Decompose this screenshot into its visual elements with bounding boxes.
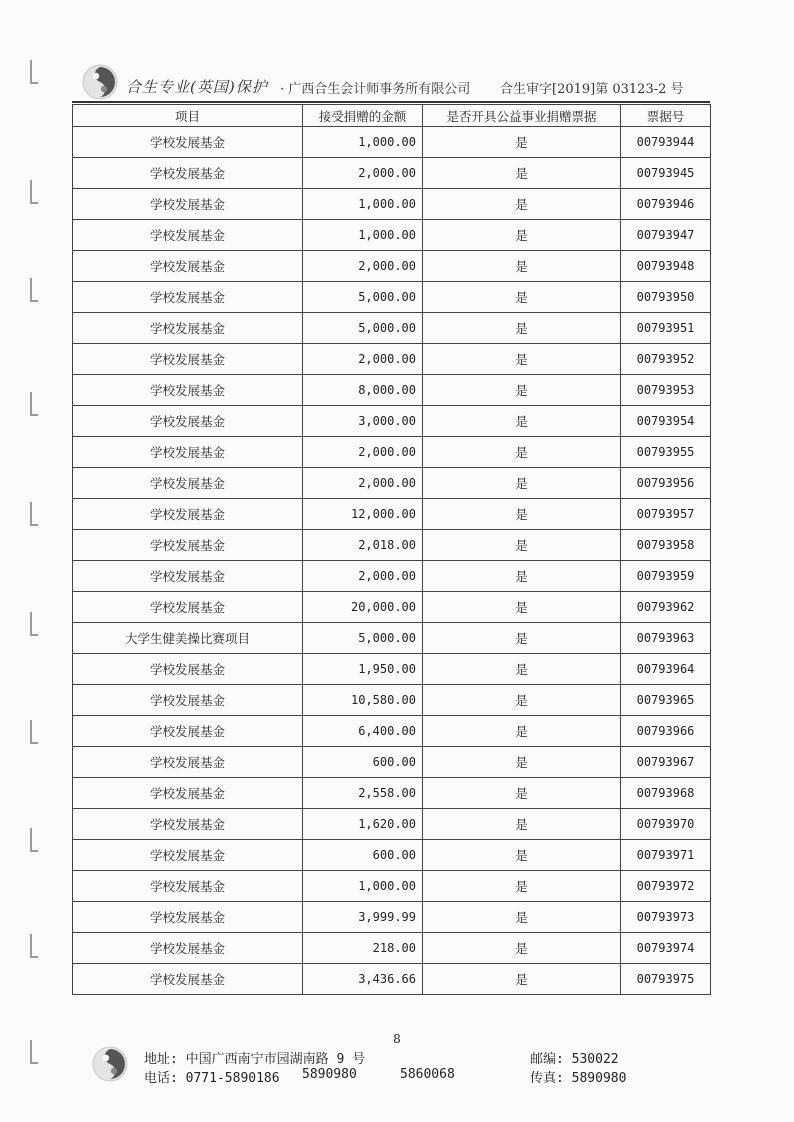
cell-amount: 2,000.00 — [303, 251, 423, 282]
cell-amount: 5,000.00 — [303, 282, 423, 313]
cell-receipt: 是 — [423, 127, 621, 158]
cell-item: 学校发展基金 — [73, 313, 303, 344]
cell-amount: 3,999.99 — [303, 902, 423, 933]
header-script-text: 合生专业(英国)保护 — [126, 78, 268, 96]
footer-phone: 电话: 0771-5890186 — [144, 1071, 280, 1086]
cell-receipt: 是 — [423, 499, 621, 530]
cell-amount: 2,000.00 — [303, 561, 423, 592]
cell-item: 学校发展基金 — [73, 964, 303, 995]
column-header-receipt: 是否开具公益事业捐赠票据 — [423, 105, 621, 127]
cell-receipt-no: 00793971 — [621, 840, 711, 871]
cell-item: 学校发展基金 — [73, 282, 303, 313]
cell-receipt: 是 — [423, 871, 621, 902]
cell-receipt-no: 00793964 — [621, 654, 711, 685]
cell-receipt-no: 00793963 — [621, 623, 711, 654]
cell-amount: 2,018.00 — [303, 530, 423, 561]
cell-receipt-no: 00793951 — [621, 313, 711, 344]
cell-amount: 1,950.00 — [303, 654, 423, 685]
cell-receipt: 是 — [423, 437, 621, 468]
footer-phone-3: 5860068 — [400, 1067, 455, 1082]
firm-name: · 广西合生会计师事务所有限公司 — [280, 82, 471, 97]
binder-mark — [30, 612, 38, 636]
table-row — [73, 623, 711, 654]
cell-item: 学校发展基金 — [73, 189, 303, 220]
cell-item: 学校发展基金 — [73, 158, 303, 189]
cell-receipt-no: 00793952 — [621, 344, 711, 375]
firm-logo-icon — [92, 1046, 128, 1082]
cell-amount: 2,000.00 — [303, 344, 423, 375]
cell-receipt-no: 00793945 — [621, 158, 711, 189]
cell-receipt: 是 — [423, 685, 621, 716]
table-header-row — [73, 105, 711, 127]
cell-item: 学校发展基金 — [73, 468, 303, 499]
cell-receipt-no: 00793965 — [621, 685, 711, 716]
cell-receipt-no: 00793968 — [621, 778, 711, 809]
table-row — [73, 747, 711, 778]
cell-receipt: 是 — [423, 313, 621, 344]
table-row — [73, 282, 711, 313]
cell-item: 大学生健美操比赛项目 — [73, 623, 303, 654]
table-row — [73, 499, 711, 530]
table-row — [73, 778, 711, 809]
cell-amount: 6,400.00 — [303, 716, 423, 747]
cell-receipt: 是 — [423, 375, 621, 406]
cell-item: 学校发展基金 — [73, 251, 303, 282]
header-rule — [72, 101, 710, 103]
cell-amount: 1,000.00 — [303, 220, 423, 251]
table-row — [73, 437, 711, 468]
cell-receipt: 是 — [423, 251, 621, 282]
cell-receipt-no: 00793944 — [621, 127, 711, 158]
cell-receipt-no: 00793955 — [621, 437, 711, 468]
table-row — [73, 468, 711, 499]
cell-item: 学校发展基金 — [73, 344, 303, 375]
binder-mark — [30, 934, 38, 958]
table-row — [73, 189, 711, 220]
cell-receipt-no: 00793956 — [621, 468, 711, 499]
cell-amount: 2,558.00 — [303, 778, 423, 809]
cell-item: 学校发展基金 — [73, 406, 303, 437]
table-row — [73, 871, 711, 902]
table-row — [73, 964, 711, 995]
cell-item: 学校发展基金 — [73, 933, 303, 964]
table-row — [73, 685, 711, 716]
page-number: 8 — [393, 1032, 401, 1046]
cell-receipt: 是 — [423, 716, 621, 747]
cell-receipt: 是 — [423, 189, 621, 220]
binder-mark — [30, 392, 38, 416]
cell-receipt: 是 — [423, 530, 621, 561]
table-row — [73, 654, 711, 685]
cell-receipt: 是 — [423, 468, 621, 499]
table-row — [73, 933, 711, 964]
cell-receipt-no: 00793946 — [621, 189, 711, 220]
cell-amount: 20,000.00 — [303, 592, 423, 623]
cell-receipt: 是 — [423, 778, 621, 809]
cell-item: 学校发展基金 — [73, 561, 303, 592]
cell-receipt: 是 — [423, 220, 621, 251]
binder-mark — [30, 180, 38, 204]
cell-amount: 8,000.00 — [303, 375, 423, 406]
table-row — [73, 902, 711, 933]
cell-amount: 2,000.00 — [303, 437, 423, 468]
cell-receipt: 是 — [423, 282, 621, 313]
cell-item: 学校发展基金 — [73, 747, 303, 778]
table-row — [73, 375, 711, 406]
footer-fax: 传真: 5890980 — [530, 1071, 627, 1086]
cell-receipt: 是 — [423, 623, 621, 654]
column-header-item: 项目 — [73, 105, 303, 127]
cell-receipt-no: 00793954 — [621, 406, 711, 437]
table-row — [73, 313, 711, 344]
cell-receipt: 是 — [423, 406, 621, 437]
cell-amount: 5,000.00 — [303, 313, 423, 344]
cell-receipt-no: 00793953 — [621, 375, 711, 406]
cell-item: 学校发展基金 — [73, 499, 303, 530]
table-row — [73, 158, 711, 189]
cell-amount: 3,436.66 — [303, 964, 423, 995]
binder-mark — [30, 60, 38, 84]
footer-postcode: 邮编: 530022 — [530, 1052, 619, 1067]
cell-receipt: 是 — [423, 809, 621, 840]
cell-amount: 5,000.00 — [303, 623, 423, 654]
cell-receipt-no: 00793970 — [621, 809, 711, 840]
table-row — [73, 220, 711, 251]
cell-item: 学校发展基金 — [73, 809, 303, 840]
cell-amount: 1,620.00 — [303, 809, 423, 840]
cell-receipt: 是 — [423, 933, 621, 964]
page-header — [82, 64, 712, 100]
cell-item: 学校发展基金 — [73, 840, 303, 871]
cell-receipt-no: 00793947 — [621, 220, 711, 251]
firm-logo-icon — [82, 64, 118, 100]
cell-item: 学校发展基金 — [73, 685, 303, 716]
cell-receipt: 是 — [423, 964, 621, 995]
cell-amount: 3,000.00 — [303, 406, 423, 437]
table-row — [73, 592, 711, 623]
cell-receipt-no: 00793967 — [621, 747, 711, 778]
cell-receipt-no: 00793962 — [621, 592, 711, 623]
cell-amount: 2,000.00 — [303, 158, 423, 189]
footer-address: 地址: 中国广西南宁市园湖南路 9 号 — [144, 1052, 366, 1067]
cell-receipt-no: 00793959 — [621, 561, 711, 592]
table-row — [73, 406, 711, 437]
cell-receipt-no: 00793958 — [621, 530, 711, 561]
cell-item: 学校发展基金 — [73, 437, 303, 468]
cell-item: 学校发展基金 — [73, 716, 303, 747]
donation-table — [72, 104, 711, 995]
binder-mark — [30, 502, 38, 526]
cell-item: 学校发展基金 — [73, 375, 303, 406]
cell-receipt: 是 — [423, 592, 621, 623]
cell-receipt-no: 00793973 — [621, 902, 711, 933]
cell-receipt: 是 — [423, 654, 621, 685]
cell-receipt: 是 — [423, 561, 621, 592]
cell-receipt: 是 — [423, 158, 621, 189]
cell-amount: 10,580.00 — [303, 685, 423, 716]
table-row — [73, 127, 711, 158]
cell-receipt-no: 00793975 — [621, 964, 711, 995]
cell-item: 学校发展基金 — [73, 902, 303, 933]
cell-receipt: 是 — [423, 902, 621, 933]
table-row — [73, 809, 711, 840]
cell-amount: 1,000.00 — [303, 189, 423, 220]
cell-amount: 600.00 — [303, 747, 423, 778]
cell-amount: 2,000.00 — [303, 468, 423, 499]
cell-item: 学校发展基金 — [73, 778, 303, 809]
cell-item: 学校发展基金 — [73, 871, 303, 902]
cell-receipt-no: 00793948 — [621, 251, 711, 282]
binder-mark — [30, 828, 38, 852]
cell-receipt-no: 00793972 — [621, 871, 711, 902]
table-row — [73, 344, 711, 375]
report-reference: 合生审字[2019]第 03123-2 号 — [500, 82, 684, 97]
cell-receipt-no: 00793966 — [621, 716, 711, 747]
cell-item: 学校发展基金 — [73, 592, 303, 623]
cell-receipt-no: 00793950 — [621, 282, 711, 313]
cell-item: 学校发展基金 — [73, 220, 303, 251]
table-row — [73, 561, 711, 592]
footer-phone-2: 5890980 — [302, 1067, 357, 1082]
column-header-amount: 接受捐赠的金额 — [303, 105, 423, 127]
cell-receipt-no: 00793974 — [621, 933, 711, 964]
cell-amount: 600.00 — [303, 840, 423, 871]
cell-amount: 218.00 — [303, 933, 423, 964]
cell-receipt: 是 — [423, 840, 621, 871]
table-row — [73, 251, 711, 282]
cell-amount: 1,000.00 — [303, 127, 423, 158]
cell-receipt: 是 — [423, 747, 621, 778]
column-header-receipt-no: 票据号 — [621, 105, 711, 127]
binder-mark — [30, 278, 38, 302]
cell-amount: 12,000.00 — [303, 499, 423, 530]
cell-item: 学校发展基金 — [73, 654, 303, 685]
binder-mark — [30, 720, 38, 744]
cell-item: 学校发展基金 — [73, 127, 303, 158]
table-row — [73, 716, 711, 747]
cell-receipt-no: 00793957 — [621, 499, 711, 530]
cell-receipt: 是 — [423, 344, 621, 375]
cell-item: 学校发展基金 — [73, 530, 303, 561]
table-row — [73, 840, 711, 871]
table-row — [73, 530, 711, 561]
cell-amount: 1,000.00 — [303, 871, 423, 902]
